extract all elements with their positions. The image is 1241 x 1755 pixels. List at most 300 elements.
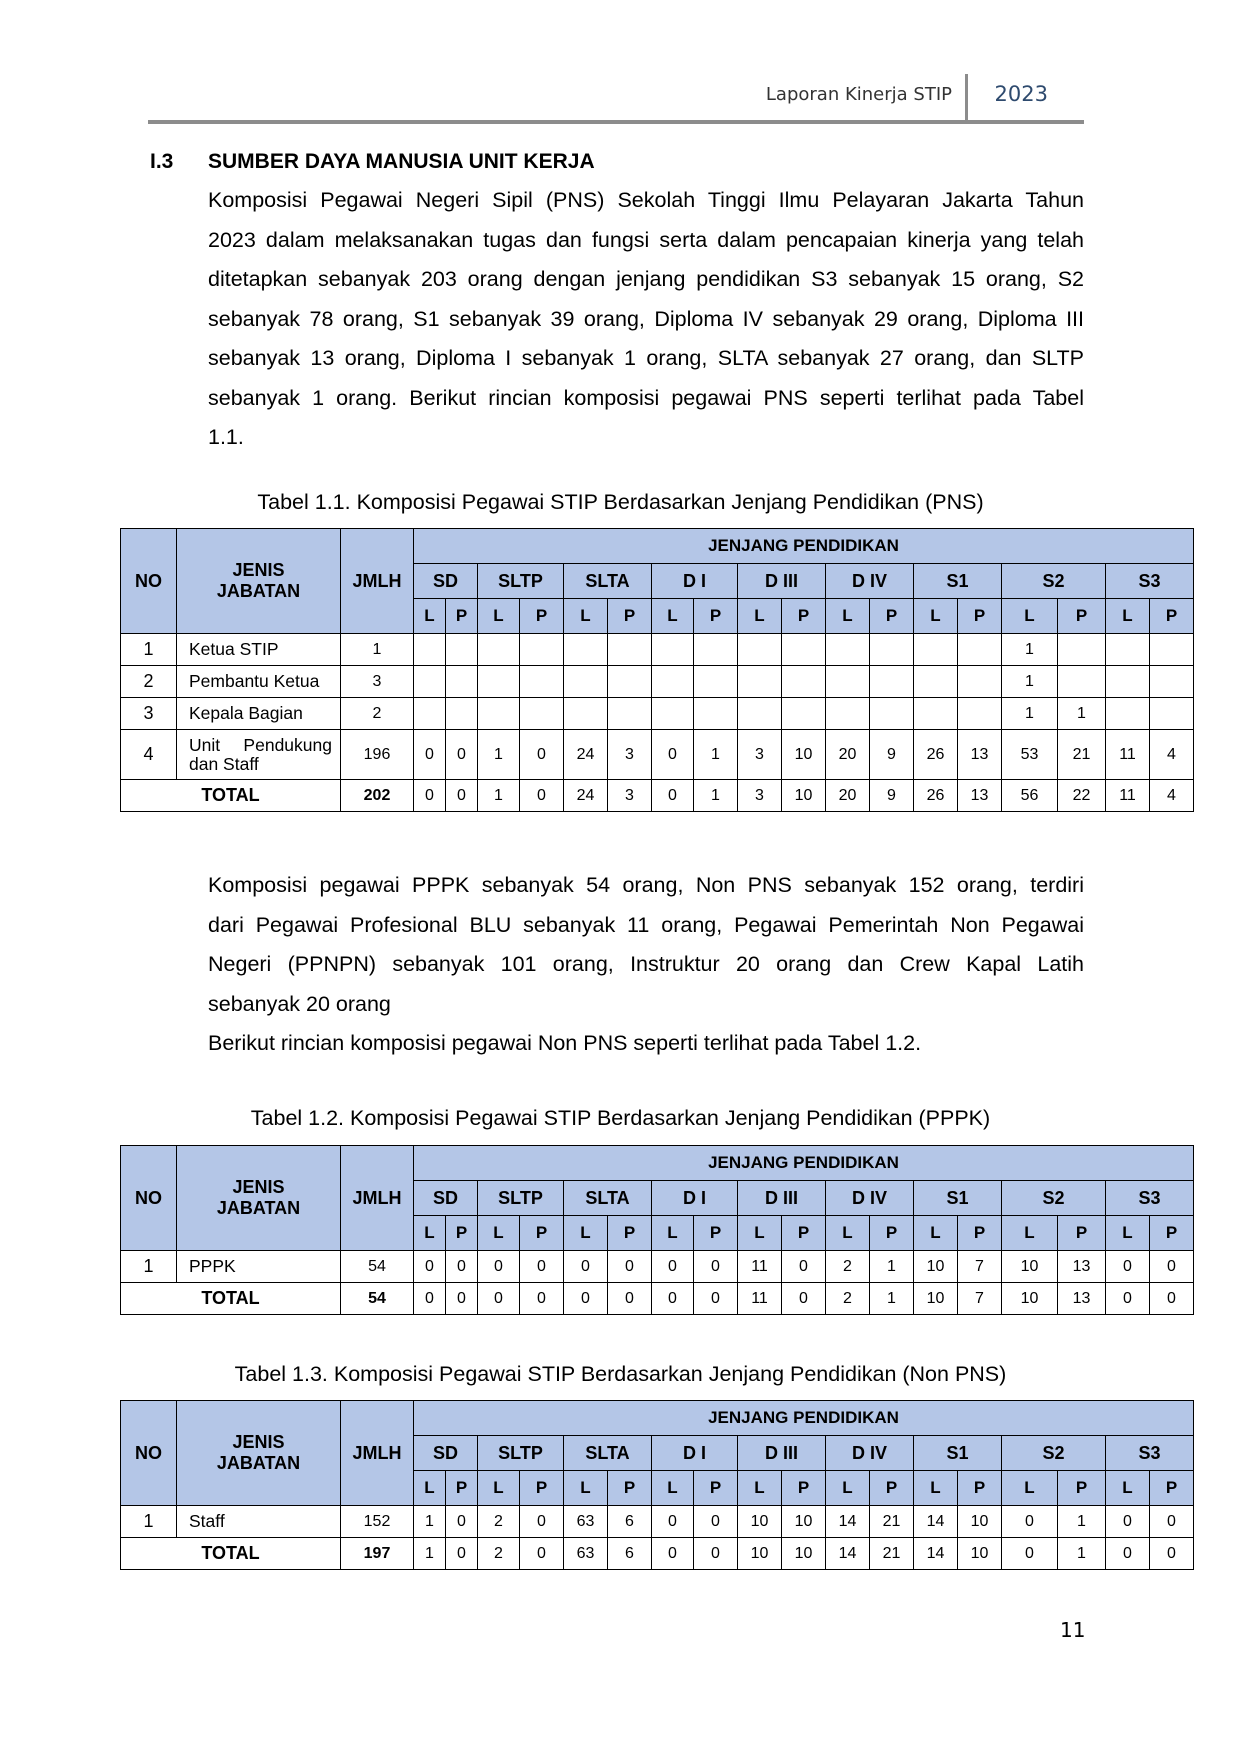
total-cell: 0 bbox=[520, 1538, 564, 1570]
level-header: D I bbox=[652, 1436, 738, 1471]
row-cell: 6 bbox=[608, 1506, 652, 1538]
col-no-header: NO bbox=[121, 1401, 177, 1506]
total-cell: 3 bbox=[738, 780, 782, 812]
row-cell bbox=[564, 698, 608, 730]
row-cell: 0 bbox=[1106, 1506, 1150, 1538]
row-cell: 0 bbox=[414, 730, 446, 780]
row-cell: 0 bbox=[652, 1506, 694, 1538]
row-jmlh: 196 bbox=[341, 730, 414, 780]
row-cell: 0 bbox=[652, 1251, 694, 1283]
gender-p-header: P bbox=[958, 1216, 1002, 1251]
row-cell: 21 bbox=[870, 1506, 914, 1538]
gender-p-header: P bbox=[608, 599, 652, 634]
row-jabatan: Staff bbox=[177, 1506, 341, 1538]
row-cell: 0 bbox=[446, 730, 478, 780]
total-cell: 22 bbox=[1058, 780, 1106, 812]
level-header: S3 bbox=[1106, 564, 1194, 599]
level-header: S3 bbox=[1106, 1436, 1194, 1471]
row-cell: 1 bbox=[478, 730, 520, 780]
row-cell bbox=[652, 666, 694, 698]
row-cell bbox=[608, 666, 652, 698]
level-header: S1 bbox=[914, 1181, 1002, 1216]
row-cell: 9 bbox=[870, 730, 914, 780]
total-row bbox=[121, 780, 1194, 812]
row-cell bbox=[1106, 698, 1150, 730]
col-jenis-header: JENIS JABATAN bbox=[177, 529, 341, 634]
row-cell: 0 bbox=[520, 1506, 564, 1538]
row-cell: 7 bbox=[958, 1251, 1002, 1283]
row-cell bbox=[1058, 666, 1106, 698]
paragraph-line: ditetapkan sebanyak 203 orang dengan jenjang pendidikan S3 sebanyak 15 orang, S2 bbox=[208, 267, 1084, 291]
gender-p-header: P bbox=[1150, 1216, 1194, 1251]
level-header: D IV bbox=[826, 1181, 914, 1216]
level-header: S2 bbox=[1002, 1181, 1106, 1216]
level-header: SLTP bbox=[478, 1436, 564, 1471]
row-cell bbox=[608, 698, 652, 730]
total-cell: 14 bbox=[914, 1538, 958, 1570]
level-header: SD bbox=[414, 1436, 478, 1471]
gender-l-header: L bbox=[826, 1216, 870, 1251]
gender-p-header: P bbox=[958, 599, 1002, 634]
total-cell: 2 bbox=[478, 1538, 520, 1570]
total-cell: 1 bbox=[1058, 1538, 1106, 1570]
row-cell: 0 bbox=[694, 1251, 738, 1283]
report-year: 2023 bbox=[994, 82, 1048, 106]
gender-l-header: L bbox=[478, 1471, 520, 1506]
col-jenis-header: JENIS JABATAN bbox=[177, 1146, 341, 1251]
row-number: 1 bbox=[121, 1506, 177, 1538]
row-cell bbox=[520, 634, 564, 666]
total-cell: 10 bbox=[1002, 1283, 1058, 1315]
total-cell: 10 bbox=[914, 1283, 958, 1315]
gender-p-header: P bbox=[1058, 1216, 1106, 1251]
gender-p-header: P bbox=[782, 1216, 826, 1251]
gender-p-header: P bbox=[870, 1471, 914, 1506]
total-cell: 0 bbox=[414, 780, 446, 812]
row-cell: 10 bbox=[914, 1251, 958, 1283]
gender-p-header: P bbox=[782, 1471, 826, 1506]
row-cell bbox=[608, 634, 652, 666]
row-cell bbox=[958, 666, 1002, 698]
row-cell bbox=[826, 666, 870, 698]
row-cell: 1 bbox=[414, 1506, 446, 1538]
paragraph-line: 1.1. bbox=[208, 425, 244, 449]
paragraph-line: sebanyak 78 orang, S1 sebanyak 39 orang, Diploma IV sebanyak 29 orang, Diploma III bbox=[208, 306, 1084, 331]
total-cell: 10 bbox=[958, 1538, 1002, 1570]
total-cell: 20 bbox=[826, 780, 870, 812]
gender-p-header: P bbox=[694, 1471, 738, 1506]
row-number: 1 bbox=[121, 1251, 177, 1283]
gender-l-header: L bbox=[478, 1216, 520, 1251]
row-cell: 13 bbox=[958, 730, 1002, 780]
row-jabatan: Ketua STIP bbox=[177, 634, 341, 666]
total-cell: 0 bbox=[1002, 1538, 1058, 1570]
total-cell: 3 bbox=[608, 780, 652, 812]
page-number: 11 bbox=[1060, 1618, 1086, 1642]
total-cell: 0 bbox=[1106, 1538, 1150, 1570]
gender-l-header: L bbox=[738, 1216, 782, 1251]
row-jmlh: 54 bbox=[341, 1251, 414, 1283]
table-row bbox=[121, 730, 1194, 780]
row-cell bbox=[1150, 698, 1194, 730]
gender-p-header: P bbox=[870, 1216, 914, 1251]
row-cell bbox=[1058, 634, 1106, 666]
total-cell: 0 bbox=[1150, 1538, 1194, 1570]
row-cell: 0 bbox=[520, 1251, 564, 1283]
row-cell bbox=[520, 666, 564, 698]
row-cell bbox=[694, 634, 738, 666]
level-header: D IV bbox=[826, 564, 914, 599]
total-cell: 56 bbox=[1002, 780, 1058, 812]
row-cell bbox=[446, 698, 478, 730]
level-header: S1 bbox=[914, 564, 1002, 599]
total-cell: 0 bbox=[1106, 1283, 1150, 1315]
paragraph-line: Berikut rincian komposisi pegawai Non PNS seperti terlihat pada Tabel 1.2. bbox=[208, 1031, 922, 1055]
total-cell: 0 bbox=[782, 1283, 826, 1315]
paragraph-line: Komposisi pegawai PPPK sebanyak 54 orang, Non PNS sebanyak 152 orang, terdiri bbox=[208, 873, 1084, 897]
row-cell: 0 bbox=[520, 730, 564, 780]
total-cell: 6 bbox=[608, 1538, 652, 1570]
row-jabatan: Kepala Bagian bbox=[177, 698, 341, 730]
total-label: TOTAL bbox=[121, 1283, 341, 1315]
row-cell bbox=[914, 698, 958, 730]
paragraph-line: Komposisi Pegawai Negeri Sipil (PNS) Sekolah Tinggi Ilmu Pelayaran Jakarta Tahun bbox=[208, 188, 1084, 212]
gender-p-header: P bbox=[520, 599, 564, 634]
gender-p-header: P bbox=[1150, 599, 1194, 634]
row-cell: 10 bbox=[1002, 1251, 1058, 1283]
row-cell: 14 bbox=[914, 1506, 958, 1538]
total-cell: 0 bbox=[446, 1538, 478, 1570]
gender-p-header: P bbox=[1058, 599, 1106, 634]
row-cell: 0 bbox=[782, 1251, 826, 1283]
row-number: 2 bbox=[121, 666, 177, 698]
gender-l-header: L bbox=[1002, 1471, 1058, 1506]
total-label: TOTAL bbox=[121, 780, 341, 812]
gender-l-header: L bbox=[738, 1471, 782, 1506]
total-cell: 11 bbox=[738, 1283, 782, 1315]
row-cell: 14 bbox=[826, 1506, 870, 1538]
total-cell: 4 bbox=[1150, 780, 1194, 812]
total-cell: 10 bbox=[782, 780, 826, 812]
row-cell: 10 bbox=[738, 1506, 782, 1538]
row-cell: 0 bbox=[1106, 1251, 1150, 1283]
total-cell: 63 bbox=[564, 1538, 608, 1570]
page-header bbox=[148, 76, 1084, 124]
row-cell: 1 bbox=[1058, 1506, 1106, 1538]
section-title: SUMBER DAYA MANUSIA UNIT KERJA bbox=[208, 150, 595, 173]
gender-l-header: L bbox=[564, 1216, 608, 1251]
total-cell: 1 bbox=[414, 1538, 446, 1570]
row-jabatan: PPPK bbox=[177, 1251, 341, 1283]
total-cell: 0 bbox=[652, 780, 694, 812]
total-cell: 0 bbox=[446, 1283, 478, 1315]
row-cell: 1 bbox=[1002, 698, 1058, 730]
total-cell: 0 bbox=[520, 1283, 564, 1315]
total-cell: 0 bbox=[694, 1283, 738, 1315]
total-cell: 0 bbox=[694, 1538, 738, 1570]
row-cell: 63 bbox=[564, 1506, 608, 1538]
row-cell bbox=[414, 634, 446, 666]
total-row bbox=[121, 1538, 1194, 1570]
gender-l-header: L bbox=[652, 1216, 694, 1251]
row-cell bbox=[826, 698, 870, 730]
row-cell bbox=[694, 666, 738, 698]
row-cell: 0 bbox=[414, 1251, 446, 1283]
col-jmlh-header: JMLH bbox=[341, 1401, 414, 1506]
row-number: 3 bbox=[121, 698, 177, 730]
total-cell: 24 bbox=[564, 780, 608, 812]
section-number: I.3 bbox=[150, 150, 174, 173]
row-cell: 0 bbox=[478, 1251, 520, 1283]
row-cell: 2 bbox=[826, 1251, 870, 1283]
table-caption: Tabel 1.3. Komposisi Pegawai STIP Berdasarkan Jenjang Pendidikan (Non PNS) bbox=[234, 1362, 1007, 1386]
row-cell bbox=[446, 634, 478, 666]
row-cell: 10 bbox=[958, 1506, 1002, 1538]
total-cell: 1 bbox=[478, 780, 520, 812]
header-row bbox=[121, 1401, 1194, 1436]
row-cell: 11 bbox=[1106, 730, 1150, 780]
row-cell bbox=[564, 634, 608, 666]
total-cell: 11 bbox=[1106, 780, 1150, 812]
table-row bbox=[121, 634, 1194, 666]
level-header: SLTP bbox=[478, 1181, 564, 1216]
row-cell: 53 bbox=[1002, 730, 1058, 780]
total-jmlh: 202 bbox=[341, 780, 414, 812]
gender-l-header: L bbox=[414, 1471, 446, 1506]
row-cell: 10 bbox=[782, 1506, 826, 1538]
total-jmlh: 54 bbox=[341, 1283, 414, 1315]
row-cell bbox=[478, 666, 520, 698]
row-number: 1 bbox=[121, 634, 177, 666]
total-cell: 0 bbox=[608, 1283, 652, 1315]
total-jmlh: 197 bbox=[341, 1538, 414, 1570]
row-cell: 0 bbox=[608, 1251, 652, 1283]
row-cell bbox=[1106, 634, 1150, 666]
gender-l-header: L bbox=[826, 1471, 870, 1506]
gender-l-header: L bbox=[1002, 599, 1058, 634]
gender-l-header: L bbox=[1106, 599, 1150, 634]
total-cell: 9 bbox=[870, 780, 914, 812]
level-header: SLTA bbox=[564, 1436, 652, 1471]
gender-l-header: L bbox=[826, 599, 870, 634]
row-cell bbox=[414, 698, 446, 730]
gender-l-header: L bbox=[1106, 1471, 1150, 1506]
table-row bbox=[121, 666, 1194, 698]
row-jabatan: Unit Pendukung dan Staff bbox=[177, 730, 341, 780]
gender-l-header: L bbox=[414, 599, 446, 634]
total-cell: 2 bbox=[826, 1283, 870, 1315]
row-cell: 2 bbox=[478, 1506, 520, 1538]
row-cell bbox=[694, 698, 738, 730]
row-cell: 0 bbox=[446, 1506, 478, 1538]
table-row bbox=[121, 1506, 1194, 1538]
row-cell: 0 bbox=[694, 1506, 738, 1538]
gender-p-header: P bbox=[1150, 1471, 1194, 1506]
row-cell: 1 bbox=[694, 730, 738, 780]
row-jmlh: 1 bbox=[341, 634, 414, 666]
gender-l-header: L bbox=[914, 1471, 958, 1506]
pns-paragraph bbox=[208, 181, 1084, 458]
gender-l-header: L bbox=[914, 599, 958, 634]
report-title: Laporan Kinerja STIP bbox=[765, 84, 952, 105]
level-header: SLTP bbox=[478, 564, 564, 599]
row-cell: 1 bbox=[1002, 666, 1058, 698]
gender-p-header: P bbox=[694, 599, 738, 634]
gender-p-header: P bbox=[1058, 1471, 1106, 1506]
row-cell bbox=[782, 666, 826, 698]
gender-p-header: P bbox=[782, 599, 826, 634]
pns-table bbox=[120, 528, 1194, 812]
level-header: S1 bbox=[914, 1436, 1002, 1471]
row-cell bbox=[1150, 634, 1194, 666]
level-header: D III bbox=[738, 1436, 826, 1471]
total-cell: 0 bbox=[564, 1283, 608, 1315]
total-cell: 0 bbox=[520, 780, 564, 812]
gender-l-header: L bbox=[1106, 1216, 1150, 1251]
row-cell bbox=[414, 666, 446, 698]
row-cell: 11 bbox=[738, 1251, 782, 1283]
row-cell: 13 bbox=[1058, 1251, 1106, 1283]
total-cell: 0 bbox=[446, 780, 478, 812]
total-cell: 0 bbox=[1150, 1283, 1194, 1315]
level-header: D III bbox=[738, 1181, 826, 1216]
total-cell: 13 bbox=[958, 780, 1002, 812]
total-cell: 0 bbox=[652, 1538, 694, 1570]
row-cell: 24 bbox=[564, 730, 608, 780]
row-cell bbox=[958, 634, 1002, 666]
jenjang-header: JENJANG PENDIDIKAN bbox=[414, 529, 1194, 564]
header-separator bbox=[965, 74, 968, 120]
row-cell bbox=[782, 634, 826, 666]
row-cell bbox=[870, 698, 914, 730]
non-pns-paragraph bbox=[208, 866, 1084, 1064]
total-cell: 14 bbox=[826, 1538, 870, 1570]
row-cell bbox=[738, 666, 782, 698]
row-cell: 0 bbox=[1150, 1251, 1194, 1283]
total-cell: 0 bbox=[652, 1283, 694, 1315]
row-cell bbox=[870, 634, 914, 666]
row-cell bbox=[914, 634, 958, 666]
row-cell bbox=[738, 634, 782, 666]
row-cell bbox=[478, 634, 520, 666]
total-cell: 0 bbox=[414, 1283, 446, 1315]
total-cell: 13 bbox=[1058, 1283, 1106, 1315]
paragraph-line: sebanyak 20 orang bbox=[208, 991, 391, 1016]
row-cell bbox=[914, 666, 958, 698]
level-header: S2 bbox=[1002, 1436, 1106, 1471]
non-pns-table bbox=[120, 1400, 1194, 1570]
gender-l-header: L bbox=[564, 599, 608, 634]
gender-p-header: P bbox=[446, 599, 478, 634]
row-cell: 20 bbox=[826, 730, 870, 780]
gender-l-header: L bbox=[478, 599, 520, 634]
row-cell: 1 bbox=[1058, 698, 1106, 730]
row-cell bbox=[478, 698, 520, 730]
gender-p-header: P bbox=[520, 1471, 564, 1506]
row-cell bbox=[1106, 666, 1150, 698]
row-cell bbox=[870, 666, 914, 698]
row-jmlh: 3 bbox=[341, 666, 414, 698]
total-cell: 7 bbox=[958, 1283, 1002, 1315]
row-cell bbox=[782, 698, 826, 730]
level-header: D IV bbox=[826, 1436, 914, 1471]
level-header: SD bbox=[414, 564, 478, 599]
level-header: D I bbox=[652, 564, 738, 599]
level-header: D I bbox=[652, 1181, 738, 1216]
row-cell: 0 bbox=[1150, 1506, 1194, 1538]
row-cell: 21 bbox=[1058, 730, 1106, 780]
header-row bbox=[121, 1146, 1194, 1181]
pppk-table bbox=[120, 1145, 1194, 1315]
gender-p-header: P bbox=[608, 1471, 652, 1506]
total-row bbox=[121, 1283, 1194, 1315]
gender-l-header: L bbox=[738, 599, 782, 634]
row-cell: 0 bbox=[1002, 1506, 1058, 1538]
paragraph-line: dari Pegawai Profesional BLU sebanyak 11 orang, Pegawai Pemerintah Non Pegawai bbox=[208, 912, 1084, 937]
table-caption: Tabel 1.2. Komposisi Pegawai STIP Berdasarkan Jenjang Pendidikan (PPPK) bbox=[250, 1106, 991, 1130]
row-cell bbox=[738, 698, 782, 730]
table-row bbox=[121, 698, 1194, 730]
col-jenis-header: JENIS JABATAN bbox=[177, 1401, 341, 1506]
total-cell: 1 bbox=[870, 1283, 914, 1315]
total-cell: 1 bbox=[694, 780, 738, 812]
table-row bbox=[121, 1251, 1194, 1283]
total-cell: 21 bbox=[870, 1538, 914, 1570]
row-cell bbox=[826, 634, 870, 666]
col-no-header: NO bbox=[121, 529, 177, 634]
row-jabatan: Pembantu Ketua bbox=[177, 666, 341, 698]
row-cell: 1 bbox=[1002, 634, 1058, 666]
row-cell: 4 bbox=[1150, 730, 1194, 780]
row-cell: 0 bbox=[564, 1251, 608, 1283]
row-cell: 0 bbox=[446, 1251, 478, 1283]
header-row bbox=[121, 529, 1194, 564]
row-cell bbox=[958, 698, 1002, 730]
jenjang-header: JENJANG PENDIDIKAN bbox=[414, 1401, 1194, 1436]
row-jmlh: 152 bbox=[341, 1506, 414, 1538]
col-no-header: NO bbox=[121, 1146, 177, 1251]
row-cell bbox=[446, 666, 478, 698]
gender-l-header: L bbox=[652, 1471, 694, 1506]
row-cell bbox=[1150, 666, 1194, 698]
table-caption: Tabel 1.1. Komposisi Pegawai STIP Berdasarkan Jenjang Pendidikan (PNS) bbox=[257, 490, 984, 514]
row-jmlh: 2 bbox=[341, 698, 414, 730]
row-number: 4 bbox=[121, 730, 177, 780]
gender-l-header: L bbox=[414, 1216, 446, 1251]
row-cell bbox=[652, 634, 694, 666]
row-cell bbox=[564, 666, 608, 698]
gender-p-header: P bbox=[446, 1216, 478, 1251]
jenjang-header: JENJANG PENDIDIKAN bbox=[414, 1146, 1194, 1181]
total-cell: 10 bbox=[738, 1538, 782, 1570]
row-cell: 26 bbox=[914, 730, 958, 780]
gender-p-header: P bbox=[608, 1216, 652, 1251]
gender-p-header: P bbox=[870, 599, 914, 634]
total-cell: 0 bbox=[478, 1283, 520, 1315]
row-cell: 3 bbox=[738, 730, 782, 780]
col-jmlh-header: JMLH bbox=[341, 1146, 414, 1251]
total-cell: 26 bbox=[914, 780, 958, 812]
gender-p-header: P bbox=[694, 1216, 738, 1251]
level-header: SD bbox=[414, 1181, 478, 1216]
col-jmlh-header: JMLH bbox=[341, 529, 414, 634]
paragraph-line: sebanyak 13 orang, Diploma I sebanyak 1 orang, SLTA sebanyak 27 orang, dan SLTP bbox=[208, 346, 1084, 370]
level-header: SLTA bbox=[564, 564, 652, 599]
level-header: S3 bbox=[1106, 1181, 1194, 1216]
level-header: D III bbox=[738, 564, 826, 599]
row-cell: 0 bbox=[652, 730, 694, 780]
row-cell: 1 bbox=[870, 1251, 914, 1283]
